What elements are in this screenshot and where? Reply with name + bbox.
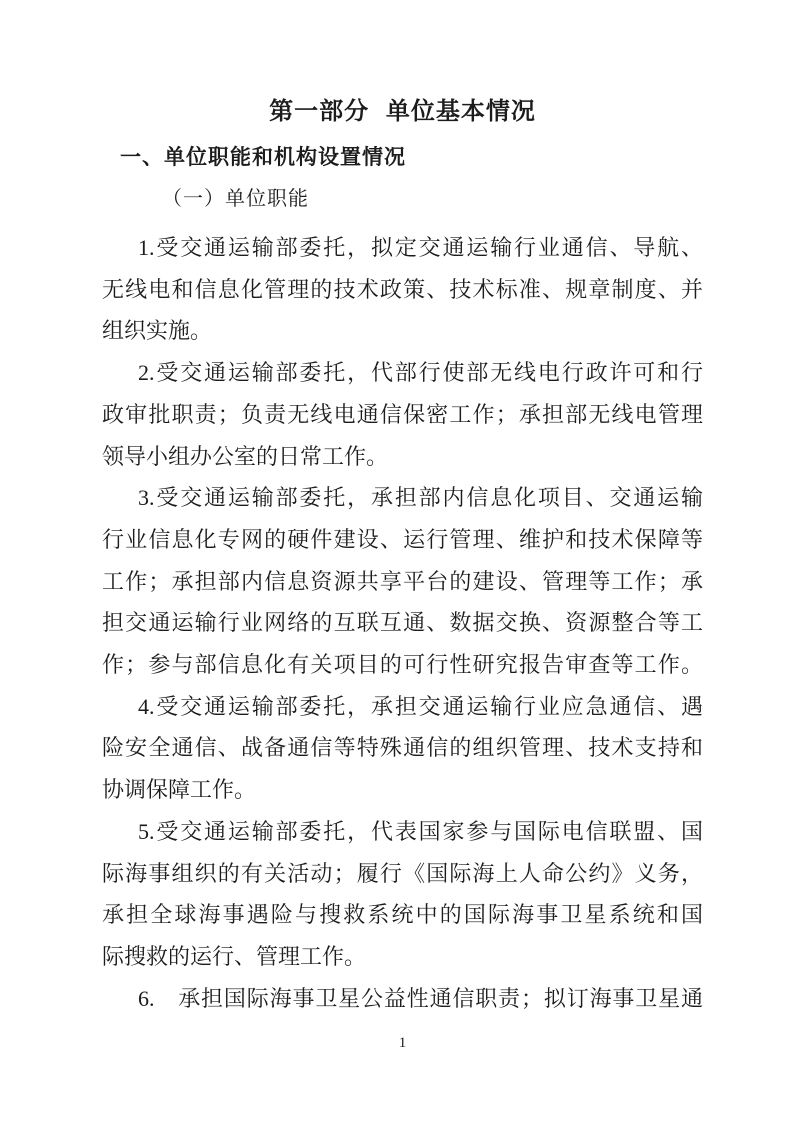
text-line: 承担全球海事遇险与搜救系统中的国际海事卫星系统和国 [102, 902, 703, 928]
text-line: 政审批职责；负责无线电通信保密工作；承担部无线电管理 [102, 401, 703, 427]
text-line: 2.受交通运输部委托，代部行使部无线电行政许可和行 [138, 360, 703, 386]
paragraph [102, 352, 703, 477]
page-number: 1 [398, 1035, 407, 1052]
paragraph [102, 477, 703, 686]
text-line: 1.受交通运输部委托，拟定交通运输行业通信、导航、 [138, 235, 703, 260]
text-line: 际搜救的运行、管理工作。 [102, 943, 367, 969]
paragraph [102, 686, 703, 811]
paragraph [102, 227, 703, 352]
text-line: 担交通运输行业网络的互联互通、数据交换、资源整合等工 [102, 610, 703, 636]
text-line: 5.受交通运输部委托，代表国家参与国际电信联盟、国 [138, 818, 703, 844]
text-column [0, 97, 800, 1053]
text-line: 领导小组办公室的日常工作。 [102, 443, 389, 469]
text-line: 工作；承担部内信息资源共享平台的建设、管理等工作；承 [102, 568, 703, 594]
text-line: 组织实施。 [102, 318, 213, 344]
paragraphs [102, 227, 703, 1019]
text-line: 6. 承担国际海事卫星公益性通信职责；拟订海事卫星通 [138, 985, 703, 1011]
subsection-heading: （一）单位职能 [162, 188, 309, 210]
document-title: 第一部分 单位基本情况 [269, 98, 536, 125]
text-line: 际海事组织的有关活动；履行《国际海上人命公约》义务， [102, 860, 703, 886]
text-line: 险安全通信、战备通信等特殊通信的组织管理、技术支持和 [102, 735, 703, 761]
text-line: 4.受交通运输部委托，承担交通运输行业应急通信、遇 [138, 693, 703, 719]
paragraph [102, 811, 703, 978]
text-line: 行业信息化专网的硬件建设、运行管理、维护和技术保障等 [102, 526, 703, 552]
section-heading: 一、单位职能和机构设置情况 [120, 146, 406, 169]
paragraph [102, 978, 703, 1020]
text-line: 3.受交通运输部委托，承担部内信息化项目、交通运输 [138, 485, 703, 511]
text-line: 无线电和信息化管理的技术政策、技术标准、规章制度、并 [102, 276, 703, 302]
text-line: 协调保障工作。 [102, 777, 257, 803]
text-line: 作；参与部信息化有关项目的可行性研究报告审查等工作。 [102, 652, 703, 678]
